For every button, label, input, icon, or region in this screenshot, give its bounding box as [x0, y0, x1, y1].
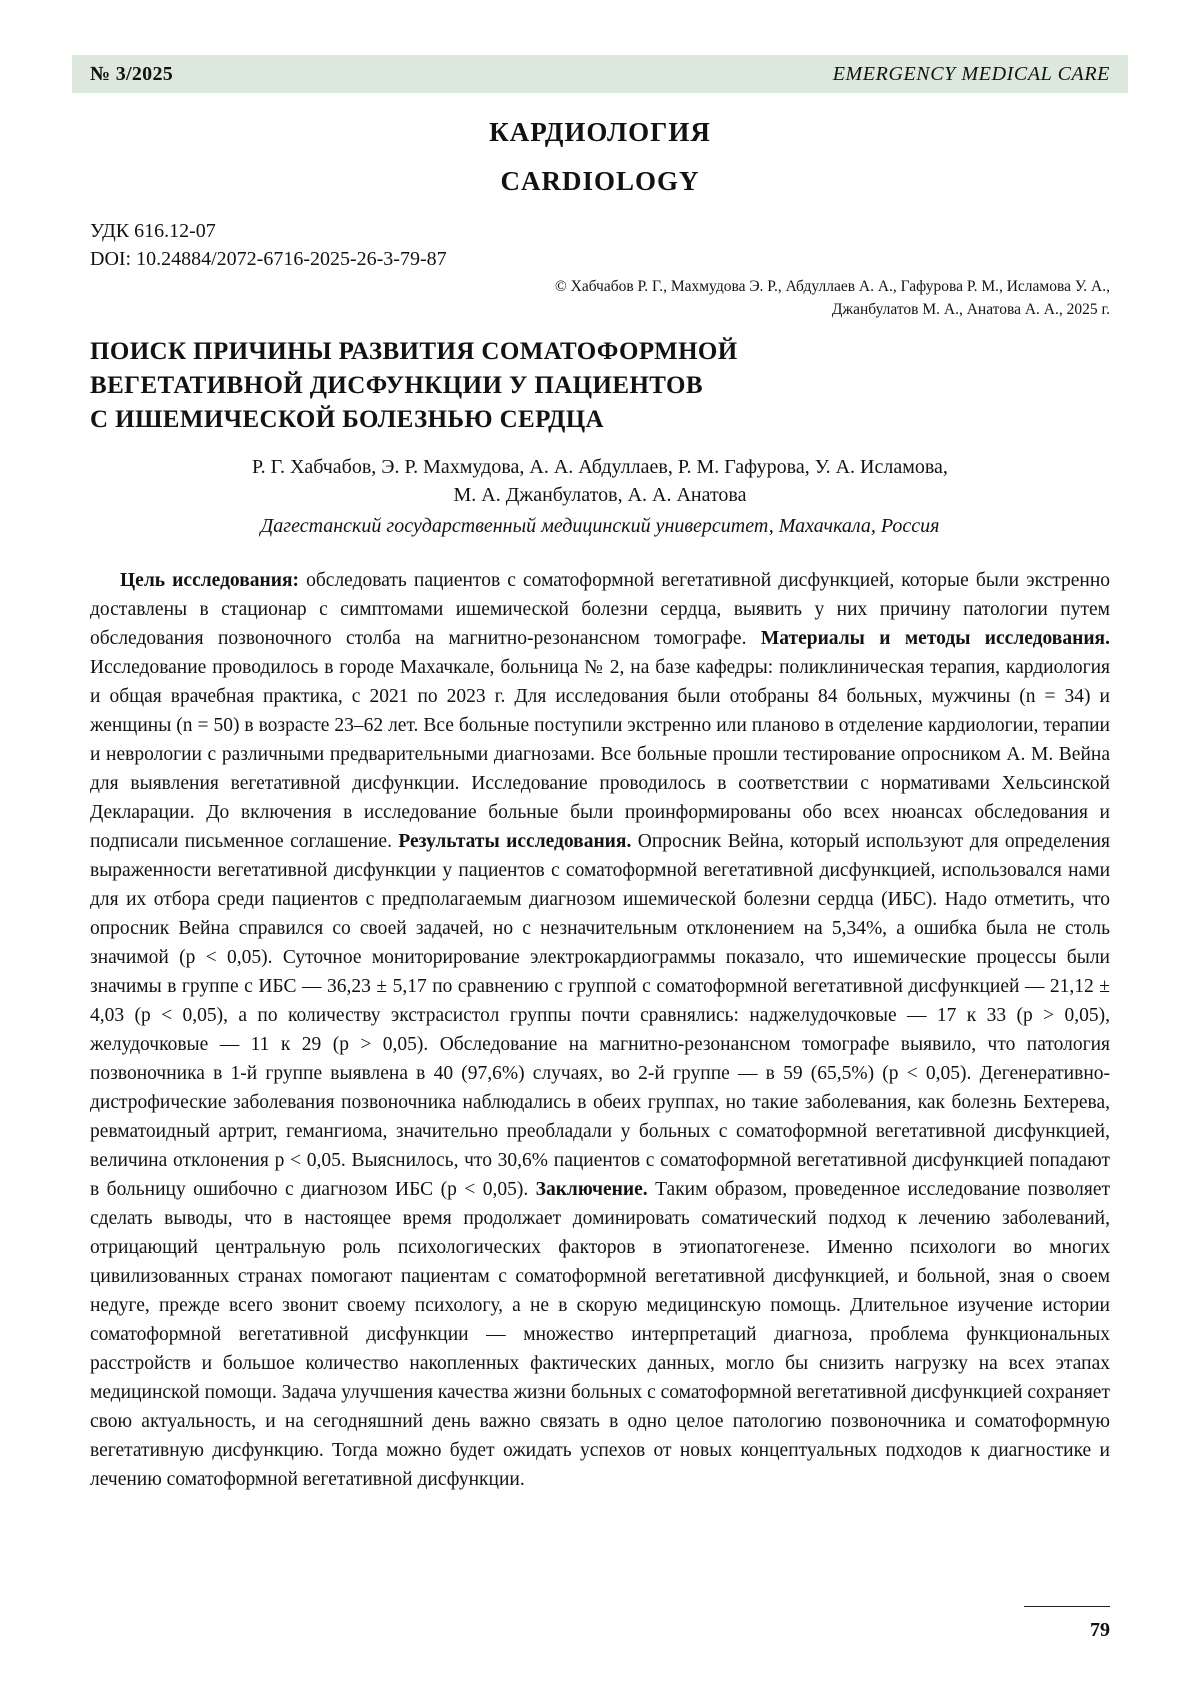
authors-line: М. А. Джанбулатов, А. А. Анатова [453, 484, 747, 506]
footer-rule [1024, 1606, 1110, 1607]
abstract-heading-goal: Цель исследования: [120, 570, 299, 591]
copyright-line: Джанбулатов М. А., Анатова А. А., 2025 г. [831, 301, 1110, 318]
doi-code: DOI: 10.24884/2072-6716-2025-26-3-79-87 [90, 248, 447, 270]
page-number: 79 [1090, 1619, 1110, 1641]
journal-name: EMERGENCY MEDICAL CARE [832, 62, 1110, 85]
authors-line: Р. Г. Хабчабов, Э. Р. Махмудова, А. А. Абдуллаев, Р. М. Гафурова, У. А. Исламова, [252, 456, 948, 478]
meta-block [90, 217, 1110, 273]
section-title-ru: КАРДИОЛОГИЯ [489, 117, 711, 147]
abstract-paragraph [90, 566, 1110, 1494]
abstract-heading-methods: Материалы и методы исследования. [760, 628, 1110, 649]
abstract-text-segment: Таким образом, проведенное исследование позволяет сделать выводы, что в настоящее время продолжает доминировать соматический подход к лечению заболеваний, отрицающий центральную роль психологических факторов в этиопатогенезе. Именно психологи во многих цивилизованных странах помогают пациентам с соматоформной вегетативной дисфункцией, и больной, зная о своем недуге, прежде всего звонит своему психологу, а не в скорую медицинскую помощь. Длительное изучение истории соматоформной вегетативной дисфункции — множество интерпретаций диагноза, проблема функциональных расстройств и большое количество накопленных фактических данных, могло бы снизить нагрузку на всех этапах медицинской помощи. Задача улучшения качества жизни больных с соматоформной вегетативной дисфункцией сохраняет свою актуальность, и на сегодняшний день важно связать в одно целое патологию позвоночника и соматоформную вегетативную дисфункцию. Тогда можно будет ожидать успехов от новых концептуальных подходов к диагностике и лечению соматоформной вегетативной дисфункции. [90, 1179, 1110, 1490]
copyright-line: © Хабчабов Р. Г., Махмудова Э. Р., Абдуллаев А. А., Гафурова Р. М., Исламова У. А., [555, 278, 1110, 295]
abstract-heading-conclusion: Заключение. [535, 1179, 648, 1200]
authors-list [90, 453, 1110, 509]
article-title-line: С ИШЕМИЧЕСКОЙ БОЛЕЗНЬЮ СЕРДЦА [90, 406, 605, 433]
affiliation: Дагестанский государственный медицинский университет, Махачкала, Россия [260, 515, 940, 537]
abstract-text-segment: обследовать пациентов с соматоформной вегетативной дисфункцией, которые были экстренно доставлены в стационар с симптомами ишемической болезни сердца, выявить у них причину патологии путем обследования позвоночного столба на магнитно-резонансном томографе. [90, 570, 1111, 649]
article-title-line: ВЕГЕТАТИВНОЙ ДИСФУНКЦИИ У ПАЦИЕНТОВ [90, 372, 703, 399]
article-title [90, 335, 1110, 437]
abstract-text-segment: Исследование проводилось в городе Махачкале, больница № 2, на базе кафедры: поликлиническая терапия, кардиология и общая врачебная практика, с 2021 по 2023 г. Для исследования были отобраны 84 больных, мужчины (n = 34) и женщины (n = 50) в возрасте 23–62 лет. Все больные поступили экстренно или планово в отделение кардиологии, терапии и неврологии с различными предварительными диагнозами. Все больные прошли тестирование опросником А. М. Вейна для выявления вегетативной дисфункции. Исследование проводилось в соответствии с нормативами Хельсинской Декларации. До включения в исследование больные были проинформированы обо всех нюансах обследования и подписали письменное соглашение. [90, 657, 1110, 852]
abstract-text-segment: Опросник Вейна, который используют для определения выраженности вегетативной дисфункции у пациентов с соматоформной вегетативной дисфункцией, использовался нами для их отбора среди пациентов с предполагаемым диагнозом ишемической болезни сердца (ИБС). Надо отметить, что опросник Вейна справился со своей задачей, но с незначительным отклонением на 5,34%, а ошибка была не столь значимой (p < 0,05). Суточное мониторирование электрокардиограммы показало, что ишемические процессы были значимы в группе с ИБС — 36,23 ± 5,17 по сравнению с группой с соматоформной вегетативной дисфункцией — 21,12 ± 4,03 (p < 0,05), а по количеству экстрасистол группы почти сравнялись: наджелудочковые — 17 к 33 (p > 0,05), желудочковые — 11 к 29 (p > 0,05). Обследование на магнитно-резонансном томографе выявило, что патология позвоночника в 1-й группе выявлена в 40 (97,6%) случаях, во 2-й группе — в 59 (65,5%) (p < 0,05). Дегенеративно-дистрофические заболевания позвоночника наблюдались в обеих группах, но такие заболевания, как болезнь Бехтерева, ревматоидный артрит, гемангиома, значительно преобладали у больных с соматоформной вегетативной дисфункцией, величина отклонения p < 0,05. Выяснилось, что 30,6% пациентов с соматоформной вегетативной дисфункцией попадают в больницу ошибочно с диагнозом ИБС (p < 0,05). [90, 831, 1110, 1200]
page-header [72, 55, 1128, 93]
article-title-line: ПОИСК ПРИЧИНЫ РАЗВИТИЯ СОМАТОФОРМНОЙ [90, 338, 738, 365]
issue-number: № 3/2025 [90, 62, 174, 85]
abstract-heading-results: Результаты исследования. [398, 831, 632, 852]
page-footer [1024, 1606, 1110, 1642]
udk-code: УДК 616.12-07 [90, 220, 216, 242]
section-title-en: CARDIOLOGY [500, 166, 700, 196]
copyright-notice [90, 275, 1110, 321]
